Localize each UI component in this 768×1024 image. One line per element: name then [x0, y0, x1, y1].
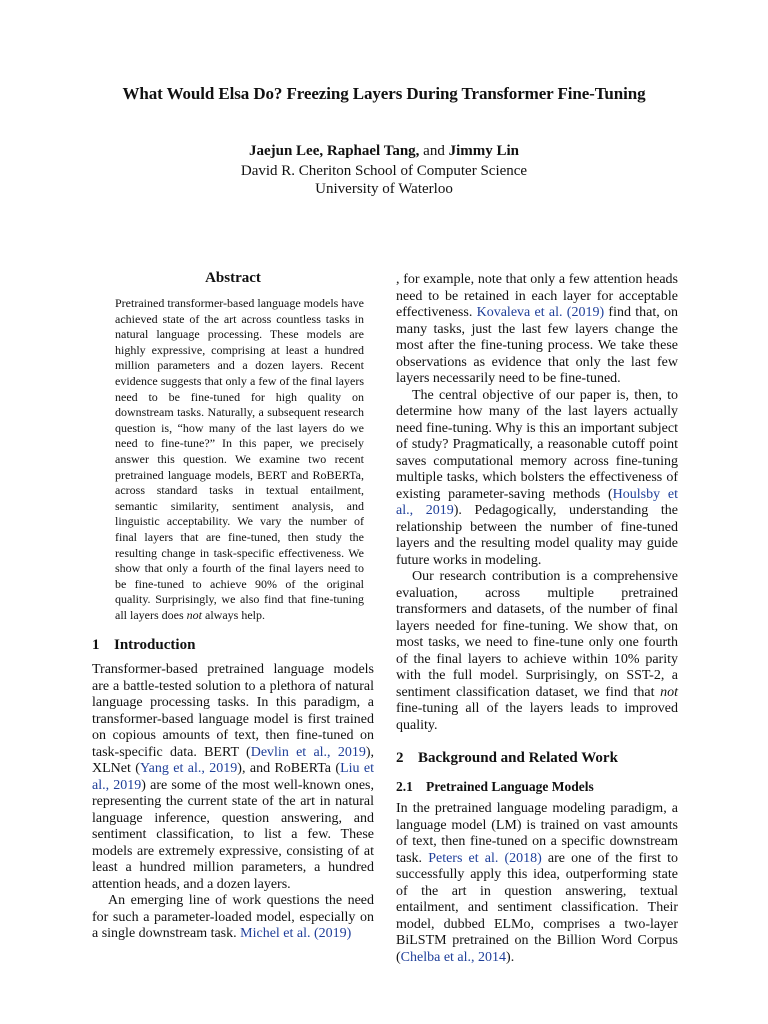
intro-paragraph-2-cont — [396, 272, 678, 388]
abstract-tail: always help. — [205, 607, 265, 622]
section-heading-intro — [92, 637, 374, 654]
section-heading-background — [396, 750, 678, 767]
text-run: In the pretrained language modeling paradigm, a language model (LM) is trained on vast amounts of text, then fine-tuned on a specific downstream task. — [396, 801, 678, 866]
text-run: ), XLNet ( — [92, 744, 374, 777]
intro-paragraph-1 — [92, 662, 374, 893]
author-list — [0, 143, 768, 160]
citation-link[interactable]: Yang et al., 2019 — [139, 761, 238, 777]
abstract-heading: Abstract — [205, 270, 261, 286]
intro-paragraph-3 — [396, 388, 678, 570]
citation-link[interactable]: Houlsby et al., 2019 — [396, 486, 679, 518]
section-title: Introduction — [114, 637, 196, 654]
section-number: 2 — [396, 750, 404, 766]
author-and: and — [423, 143, 445, 159]
italic-emphasis: not — [660, 684, 678, 700]
intro-paragraph-2-start — [92, 893, 374, 943]
affiliation-university: University of Waterloo — [315, 181, 453, 197]
citation-link[interactable]: Kovaleva et al. (2019) — [476, 305, 605, 320]
citation-link[interactable]: Michel et al. (2019) — [240, 926, 352, 942]
subsection-number: 2.1 — [396, 779, 413, 794]
text-run: Our research contribution is a comprehensive evaluation, across multiple pretrained transformers and datasets, of the number of final layers needed for fine-tuning. We show that, on most tasks, we need to fine-tune only one fourth of the final layers to achieve within 10% parity with the full model. Surprisingly, on SST-2, a sentiment classification dataset, we find that — [396, 569, 678, 700]
subsection-title: Pretrained Language Models — [426, 779, 594, 794]
text-run: fine-tuning all of the layers leads to improved quality. — [396, 701, 678, 733]
section-title: Background and Related Work — [418, 750, 618, 766]
text-run: find that, on many tasks, just the last few layers change the most after the fine-tuning process. We take these observations as evidence that only the last few layers necessarily need to be fine-tuned. — [396, 305, 679, 386]
intro-paragraph-4 — [396, 569, 678, 734]
affiliation — [0, 162, 768, 198]
text-run: ). Pedagogically, understanding the relationship between the number of fine-tuned layers and the resulting model quality may guide future works in modeling. — [396, 503, 679, 568]
paper-title: What Would Elsa Do? Freezing Layers During Transformer Fine-Tuning — [122, 84, 646, 103]
author-names-last: Jimmy Lin — [448, 143, 520, 159]
citation-link[interactable]: Liu et al., 2019 — [92, 761, 375, 793]
section-number: 1 — [92, 637, 100, 654]
text-run: ) are some of the most well-known ones, representing the current state of the art in natural language inference, question answering, and sentiment classification, to list a few. These models are extremely expressive, consisting of at least a hundred million parameters, a hundred attention heads, and a dozen layers. — [92, 777, 374, 892]
author-names-first: Jaejun Lee, Raphael Tang, — [248, 143, 420, 159]
background-paragraph-1 — [396, 801, 678, 966]
text-run: The central objective of our paper is, then, to determine how many of the last layers actually need fine-tuning. Why is this an important subject of study? Pragmatically, a reasonable cutoff point saves computational memory across fine-tuning multiple tasks, which bolsters the effectiveness of existing parameter-saving methods ( — [396, 387, 678, 502]
text-run: ). — [506, 949, 515, 965]
text-run: are one of the first to successfully apply this idea, outperforming state of the art in question answering, textual entailment, and sentiment classification. Their model, dubbed ELMo, comprises a two-layer BiLSTM pretrained on the Billion Word Corpus ( — [396, 850, 679, 965]
abstract-body: Pretrained transformer-based language models have achieved state of the art across countless tasks in natural language processing. These models are highly expressive, comprising at least a hundred million parameters and a dozen layers. Recent evidence suggests that only a few of the final layers need to be fine-tuned for high quality on downstream tasks. Naturally, a subsequent research question is, “how many of the last layers do we need to fine-tune?” In this paper, we precisely answer this question. We examine two recent pretrained language models, BERT and RoBERTa, across standard tasks in textual entailment, semantic similarity, sentiment analysis, and linguistic acceptability. We vary the number of final layers that are fine-tuned, then study the resulting change in task-specific effectiveness. We show that only a fourth of the final layers need to be fine-tuned to achieve 90% of the original quality. Surprisingly, we also find that fine-tuning all layers does — [115, 296, 364, 622]
affiliation-school: David R. Cheriton School of Computer Science — [240, 163, 528, 179]
citation-link[interactable]: Devlin et al., 2019 — [250, 744, 366, 760]
citation-link[interactable]: Chelba et al., 2014 — [400, 949, 507, 965]
text-run: Transformer-based pretrained language models are a battle-tested solution to a plethora of natural language processing tasks. In this paradigm, a transformer-based language model is first trained on copious amounts of text, then fine-tuned on task-specific data. BERT ( — [92, 662, 374, 760]
left-column — [92, 270, 374, 943]
citation-link[interactable]: Peters et al. (2018) — [428, 850, 542, 866]
text-run: , for example, note that only a few attention heads need to be retained in each layer for acceptable effectiveness. — [396, 272, 678, 320]
abstract-text — [115, 296, 364, 623]
text-run: An emerging line of work questions the need for such a parameter-loaded model, especially on a single downstream task. — [92, 893, 374, 942]
text-run: ), and RoBERTa ( — [237, 761, 341, 777]
right-column — [396, 272, 678, 966]
abstract-italic: not — [186, 607, 202, 622]
subsection-heading — [396, 779, 678, 795]
